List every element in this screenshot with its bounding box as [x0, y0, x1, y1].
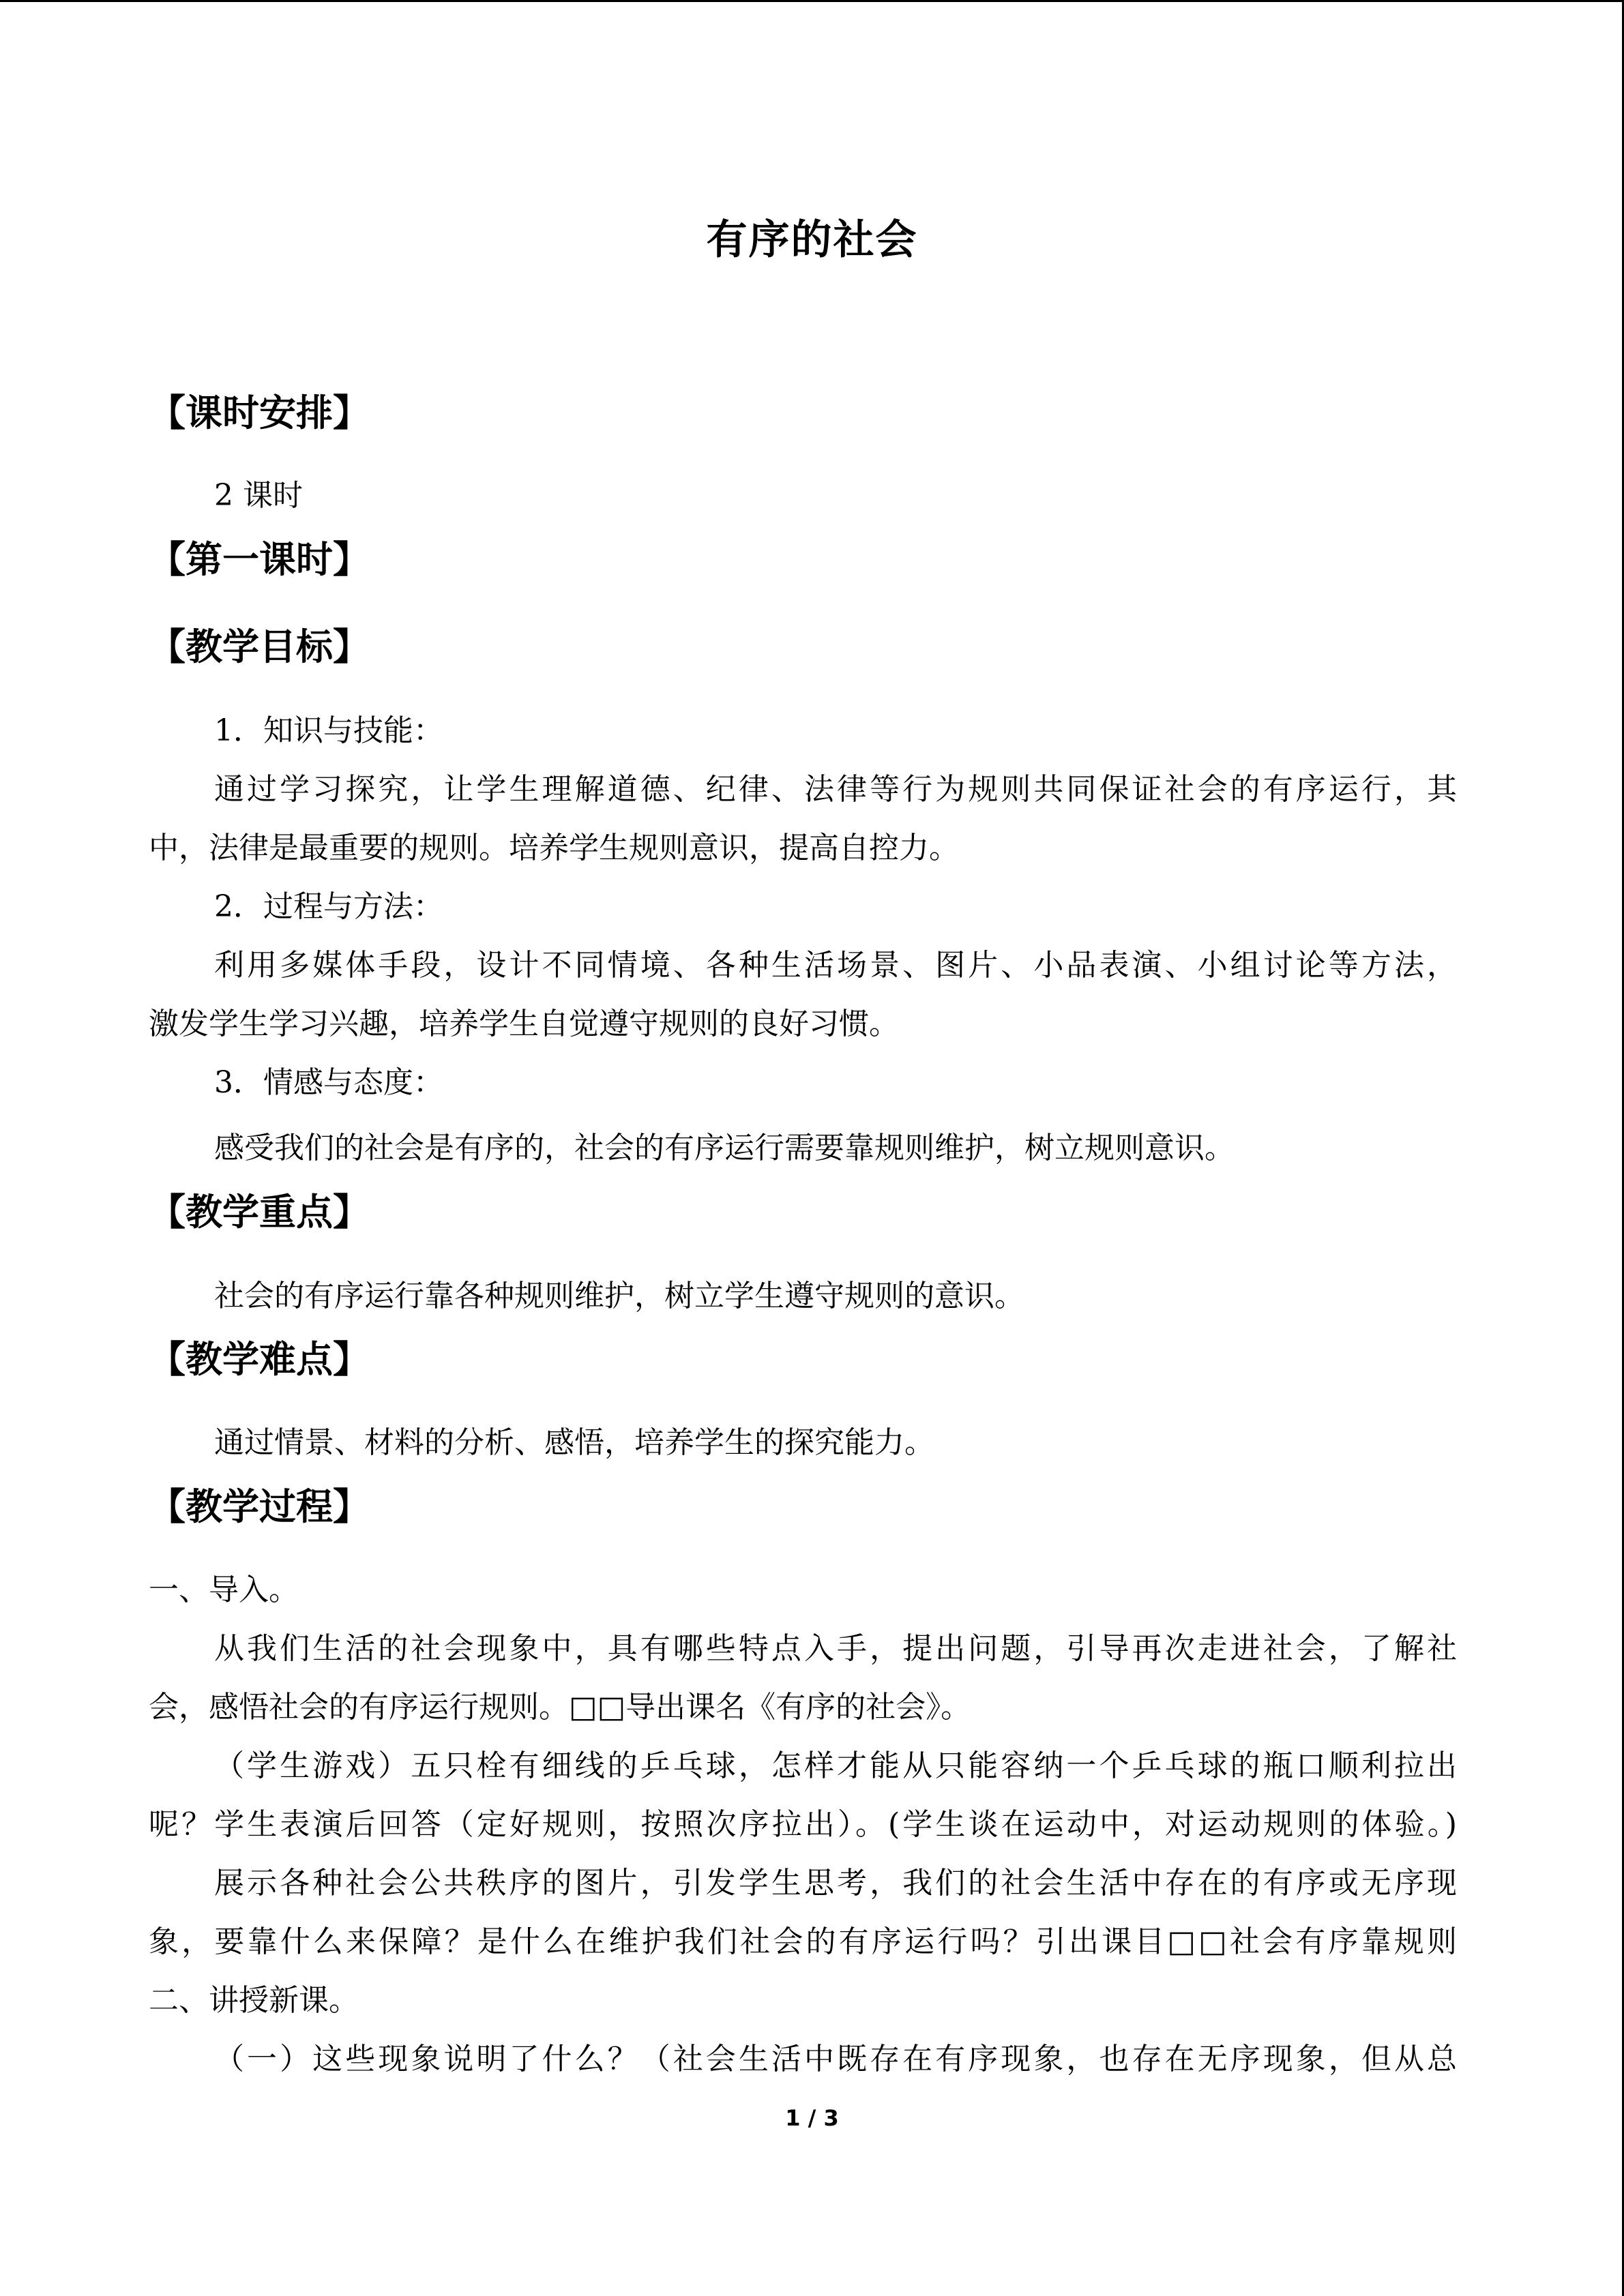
- new-lesson-label: 二、讲授新课。: [149, 1983, 359, 2018]
- page-number: 1 / 3: [785, 2105, 839, 2131]
- intro-p2-line1: （学生游戏）五只栓有细线的乒乓球，怎样才能从只能容纳一个乒乓球的瓶口顺利拉出: [214, 1748, 1457, 1783]
- intro-p3-line2: 象，要靠什么来保障？是什么在维护我们社会的有序运行吗？引出课目□□社会有序靠规则: [149, 1924, 1457, 1959]
- goal1-line1: 通过学习探究，让学生理解道德、纪律、法律等行为规则共同保证社会的有序运行，其: [214, 772, 1457, 807]
- goal2-label: 2．过程与方法：: [214, 889, 443, 924]
- intro-p2-line2: 呢？学生表演后回答（定好规则，按照次序拉出）。(学生谈在运动中，对运动规则的体验。): [149, 1807, 1457, 1842]
- new-lesson-p1-line1: （一）这些现象说明了什么？（社会生活中既存在有序现象，也存在无序现象，但从总: [214, 2042, 1457, 2076]
- goal3-label: 3．情感与态度：: [214, 1065, 443, 1100]
- intro-p1-line1: 从我们生活的社会现象中，具有哪些特点入手，提出问题，引导再次走进社会，了解社: [214, 1631, 1457, 1666]
- difficult-text: 通过情景、材料的分析、感悟，培养学生的探究能力。: [214, 1425, 934, 1460]
- page-border-top: [0, 0, 1624, 2]
- document-title: 有序的社会: [706, 216, 918, 264]
- goals-heading: 【教学目标】: [149, 625, 370, 668]
- process-heading: 【教学过程】: [149, 1485, 370, 1528]
- intro-p3-line1: 展示各种社会公共秩序的图片，引发学生思考，我们的社会生活中存在的有序或无序现: [214, 1866, 1457, 1900]
- intro-p1-line2: 会，感悟社会的有序运行规则。□□导出课名《有序的社会》。: [149, 1690, 971, 1725]
- first-lesson-heading: 【第一课时】: [149, 538, 370, 581]
- goal2-line2: 激发学生学习兴趣，培养学生自觉遵守规则的良好习惯。: [149, 1007, 899, 1041]
- goal1-line2: 中，法律是最重要的规则。培养学生规则意识，提高自控力。: [149, 831, 959, 865]
- schedule-heading: 【课时安排】: [149, 391, 370, 434]
- goal1-label: 1．知识与技能：: [214, 713, 443, 748]
- goal2-line1: 利用多媒体手段，设计不同情境、各种生活场景、图片、小品表演、小组讨论等方法，: [214, 948, 1457, 983]
- difficult-heading: 【教学难点】: [149, 1338, 370, 1381]
- key-text: 社会的有序运行靠各种规则维护，树立学生遵守规则的意识。: [214, 1279, 1024, 1313]
- key-heading: 【教学重点】: [149, 1191, 370, 1234]
- goal3-line1: 感受我们的社会是有序的，社会的有序运行需要靠规则维护，树立规则意识。: [214, 1131, 1235, 1165]
- intro-label: 一、导入。: [149, 1572, 299, 1607]
- schedule-text: 2 课时: [214, 478, 303, 513]
